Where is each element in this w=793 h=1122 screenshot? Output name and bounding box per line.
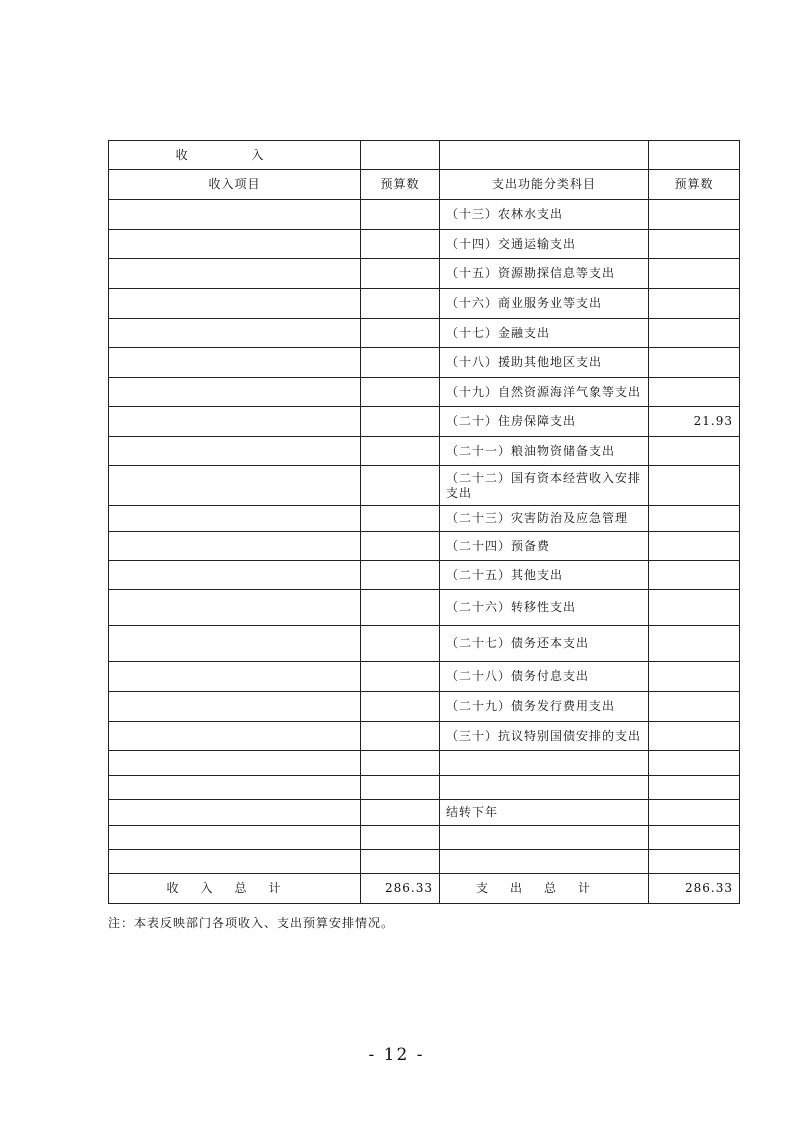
income-amount-cell <box>361 692 440 722</box>
expense-item-cell: （二十一）粮油物资储备支出 <box>440 437 649 466</box>
income-item-cell <box>109 800 361 826</box>
table-note: 注：本表反映部门各项收入、支出预算安排情况。 <box>108 916 395 930</box>
expense-item-cell: （十五）资源勘探信息等支出 <box>440 259 649 289</box>
table-row <box>109 200 740 230</box>
income-total-label: 收入总计 <box>109 874 361 904</box>
table-row <box>109 692 740 722</box>
income-item-cell <box>109 348 361 378</box>
expense-item-cell <box>440 776 649 800</box>
expense-amount-cell <box>649 850 740 874</box>
total-row <box>109 874 740 904</box>
income-item-cell <box>109 626 361 662</box>
expense-item-cell: （二十二）国有资本经营收入安排支出 <box>440 466 649 506</box>
expense-item-cell: （二十九）债务发行费用支出 <box>440 692 649 722</box>
expense-amount-cell <box>649 348 740 378</box>
group-header-blank-cell <box>361 141 440 170</box>
income-item-cell <box>109 590 361 626</box>
expense-item-cell <box>440 751 649 776</box>
income-item-cell <box>109 378 361 407</box>
col-header-expense-amount: 预算数 <box>649 170 740 200</box>
table-row <box>109 751 740 776</box>
col-header-income-amount: 预算数 <box>361 170 440 200</box>
income-total-amount: 286.33 <box>361 874 440 904</box>
table-row <box>109 230 740 259</box>
income-item-cell <box>109 722 361 751</box>
income-item-cell <box>109 532 361 561</box>
table-row <box>109 407 740 437</box>
income-item-cell <box>109 776 361 800</box>
table-row <box>109 506 740 532</box>
expense-item-cell: （二十）住房保障支出 <box>440 407 649 437</box>
income-item-cell <box>109 506 361 532</box>
expense-item-cell: （二十八）债务付息支出 <box>440 662 649 692</box>
expense-amount-cell <box>649 800 740 826</box>
income-item-cell <box>109 259 361 289</box>
income-item-cell <box>109 826 361 850</box>
expense-amount-cell <box>649 776 740 800</box>
expense-total-label: 支出总计 <box>440 874 649 904</box>
expense-item-cell: 结转下年 <box>440 800 649 826</box>
income-amount-cell <box>361 561 440 590</box>
expense-item-cell: （三十）抗议特别国债安排的支出 <box>440 722 649 751</box>
group-header-income <box>109 141 361 170</box>
table-row <box>109 259 740 289</box>
income-item-cell <box>109 850 361 874</box>
income-item-cell <box>109 561 361 590</box>
income-amount-cell <box>361 200 440 230</box>
income-item-cell <box>109 751 361 776</box>
income-amount-cell <box>361 466 440 506</box>
col-header-income-item: 收入项目 <box>109 170 361 200</box>
table-row <box>109 532 740 561</box>
table-row <box>109 289 740 319</box>
income-amount-cell <box>361 662 440 692</box>
income-amount-cell <box>361 348 440 378</box>
income-amount-cell <box>361 626 440 662</box>
table-row <box>109 437 740 466</box>
table-row <box>109 466 740 506</box>
table-row <box>109 378 740 407</box>
table-row <box>109 590 740 626</box>
expense-item-cell: （十三）农林水支出 <box>440 200 649 230</box>
income-amount-cell <box>361 776 440 800</box>
table-row <box>109 826 740 850</box>
income-amount-cell <box>361 826 440 850</box>
table-row <box>109 561 740 590</box>
table-row <box>109 662 740 692</box>
expense-amount-cell <box>649 662 740 692</box>
expense-item-cell <box>440 850 649 874</box>
income-item-cell <box>109 662 361 692</box>
income-amount-cell <box>361 722 440 751</box>
table-row <box>109 319 740 348</box>
expense-amount-cell <box>649 259 740 289</box>
expense-amount-cell <box>649 826 740 850</box>
budget-table <box>108 140 740 904</box>
income-item-cell <box>109 466 361 506</box>
expense-amount-cell <box>649 561 740 590</box>
expense-amount-cell <box>649 722 740 751</box>
income-item-cell <box>109 289 361 319</box>
table-row <box>109 722 740 751</box>
expense-item-cell <box>440 826 649 850</box>
expense-amount-cell <box>649 466 740 506</box>
income-item-cell <box>109 230 361 259</box>
income-item-cell <box>109 692 361 722</box>
expense-amount-cell <box>649 626 740 662</box>
expense-amount-cell <box>649 378 740 407</box>
income-item-cell <box>109 200 361 230</box>
income-amount-cell <box>361 532 440 561</box>
expense-amount-cell: 21.93 <box>649 407 740 437</box>
expense-item-cell: （二十三）灾害防治及应急管理 <box>440 506 649 532</box>
expense-item-cell: （二十五）其他支出 <box>440 561 649 590</box>
expense-amount-cell <box>649 230 740 259</box>
expense-amount-cell <box>649 506 740 532</box>
expense-amount-cell <box>649 200 740 230</box>
income-amount-cell <box>361 506 440 532</box>
income-amount-cell <box>361 800 440 826</box>
income-item-cell <box>109 407 361 437</box>
income-amount-cell <box>361 378 440 407</box>
income-item-cell <box>109 319 361 348</box>
income-amount-cell <box>361 230 440 259</box>
expense-amount-cell <box>649 319 740 348</box>
expense-amount-cell <box>649 532 740 561</box>
group-header-label: 收 入 <box>175 147 294 162</box>
expense-amount-cell <box>649 437 740 466</box>
income-amount-cell <box>361 259 440 289</box>
expense-item-cell: （十四）交通运输支出 <box>440 230 649 259</box>
income-amount-cell <box>361 289 440 319</box>
table-row <box>109 626 740 662</box>
group-header-row <box>109 141 740 170</box>
group-header-blank-cell <box>440 141 649 170</box>
income-amount-cell <box>361 407 440 437</box>
page-number: - 12 - <box>368 1045 425 1065</box>
expense-item-cell: （十七）金融支出 <box>440 319 649 348</box>
income-item-cell <box>109 437 361 466</box>
expense-amount-cell <box>649 692 740 722</box>
expense-item-cell: （十八）援助其他地区支出 <box>440 348 649 378</box>
income-amount-cell <box>361 751 440 776</box>
column-header-row <box>109 170 740 200</box>
expense-item-cell: （二十六）转移性支出 <box>440 590 649 626</box>
expense-item-cell: （十六）商业服务业等支出 <box>440 289 649 319</box>
expense-item-cell: （二十四）预备费 <box>440 532 649 561</box>
expense-amount-cell <box>649 751 740 776</box>
income-amount-cell <box>361 850 440 874</box>
expense-item-cell: （二十七）债务还本支出 <box>440 626 649 662</box>
expense-item-cell: （十九）自然资源海洋气象等支出 <box>440 378 649 407</box>
col-header-expense-item: 支出功能分类科目 <box>440 170 649 200</box>
income-amount-cell <box>361 590 440 626</box>
group-header-blank-cell <box>649 141 740 170</box>
table-row <box>109 776 740 800</box>
expense-amount-cell <box>649 289 740 319</box>
table-row <box>109 348 740 378</box>
expense-total-amount: 286.33 <box>649 874 740 904</box>
income-amount-cell <box>361 319 440 348</box>
expense-amount-cell <box>649 590 740 626</box>
table-row <box>109 850 740 874</box>
table-row <box>109 800 740 826</box>
income-amount-cell <box>361 437 440 466</box>
